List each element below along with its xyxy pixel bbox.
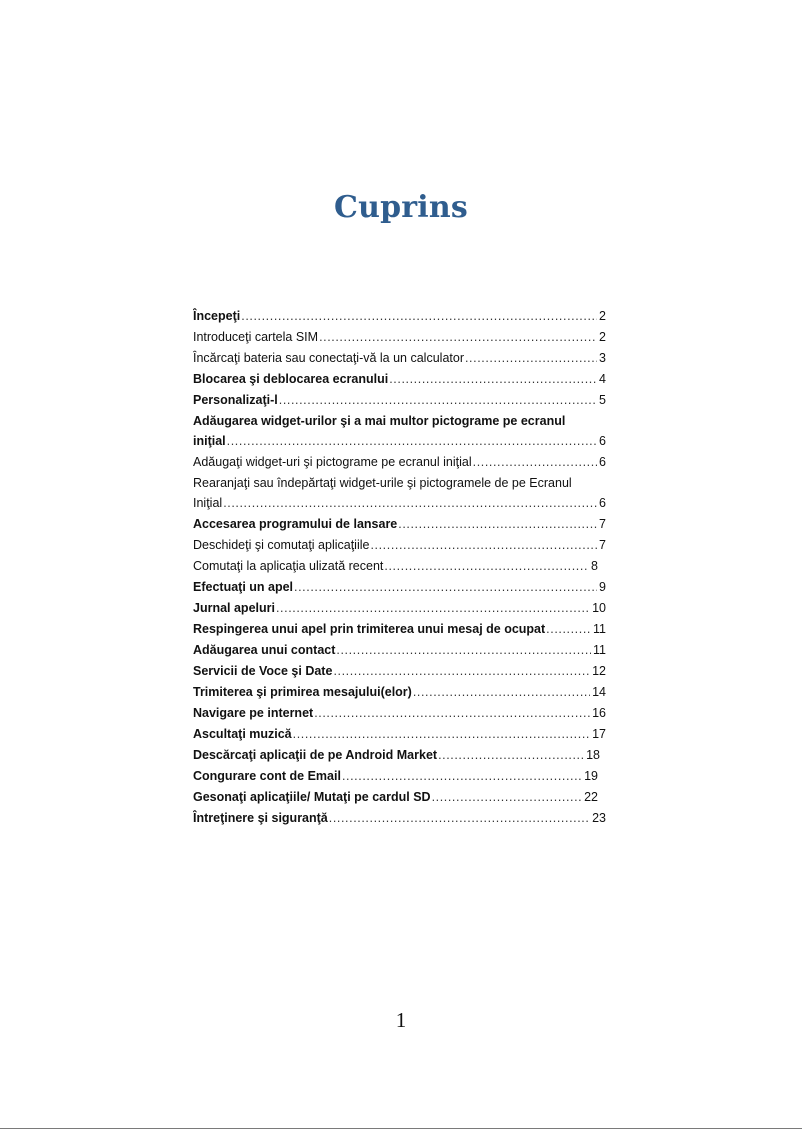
toc-entry-label: iniţial bbox=[193, 434, 226, 448]
toc-entry[interactable] bbox=[193, 327, 606, 348]
toc-entry[interactable] bbox=[193, 787, 598, 808]
toc-entry-page: 6 bbox=[599, 434, 606, 448]
dot-leader bbox=[336, 640, 591, 661]
toc-entry-label: Încărcaţi bateria sau conectaţi-vă la un calculator bbox=[193, 351, 464, 365]
toc-entry-page: 14 bbox=[592, 685, 606, 699]
page-number: 1 bbox=[395, 1008, 407, 1032]
toc-entry-label: Jurnal apeluri bbox=[193, 601, 275, 615]
toc-entry-label-line1: Rearanjaţi sau îndepărtaţi widget-urile şi pictogramele de pe Ecranul bbox=[193, 476, 572, 490]
toc-entry[interactable] bbox=[193, 619, 606, 640]
toc-entry-label: Ascultaţi muzică bbox=[193, 727, 292, 741]
toc-entry-label: Adăugaţi widget-uri şi pictograme pe ecranul iniţial bbox=[193, 455, 472, 469]
page-bottom-divider bbox=[0, 1128, 802, 1129]
toc-entry[interactable] bbox=[193, 577, 606, 598]
toc-entry-label: Introduceţi cartela SIM bbox=[193, 330, 319, 344]
toc-entry-page: 5 bbox=[599, 393, 606, 407]
toc-entry-page: 16 bbox=[592, 706, 606, 720]
dot-leader bbox=[546, 619, 591, 640]
toc-entry[interactable] bbox=[193, 390, 606, 411]
toc-entry-label: Respingerea unui apel prin trimiterea unui mesaj de ocupat bbox=[193, 622, 546, 636]
toc-entry-label: Adăugarea unui contact bbox=[193, 643, 336, 657]
toc-entry-page: 3 bbox=[599, 351, 606, 365]
dot-leader bbox=[432, 787, 583, 808]
toc-entry-page: 2 bbox=[599, 309, 606, 323]
toc-entry-page: 7 bbox=[599, 538, 606, 552]
dot-leader bbox=[241, 306, 597, 327]
toc-entry[interactable] bbox=[193, 598, 606, 619]
toc-entry-page: 18 bbox=[586, 748, 600, 762]
dot-leader bbox=[438, 745, 584, 766]
toc-entry[interactable] bbox=[193, 514, 606, 535]
toc-entry-label: Iniţial bbox=[193, 496, 223, 510]
toc-entry-label: Comutaţi la aplicaţia ulizată recent bbox=[193, 559, 384, 573]
toc-entry[interactable] bbox=[193, 556, 598, 577]
toc-entry-label-line1: Adăugarea widget-urilor şi a mai multor pictograme pe ecranul bbox=[193, 414, 566, 428]
toc-entry-page: 2 bbox=[599, 330, 606, 344]
dot-leader bbox=[342, 766, 582, 787]
toc-entry-page: 6 bbox=[599, 455, 606, 469]
toc-entry-multiline[interactable] bbox=[193, 473, 606, 514]
toc-entry-page: 19 bbox=[584, 769, 598, 783]
toc-entry-page: 22 bbox=[584, 790, 598, 804]
dot-leader bbox=[294, 577, 597, 598]
dot-leader bbox=[465, 348, 597, 369]
toc-entry-label: Congurare cont de Email bbox=[193, 769, 341, 783]
toc-entry-label: Personalizaţi-l bbox=[193, 393, 278, 407]
toc-entry-page: 10 bbox=[592, 601, 606, 615]
toc-entry[interactable] bbox=[193, 535, 606, 556]
toc-entry[interactable] bbox=[193, 745, 600, 766]
toc-entry[interactable] bbox=[193, 682, 606, 703]
toc-entry-page: 17 bbox=[592, 727, 606, 741]
toc-entry-label: Accesarea programului de lansare bbox=[193, 517, 398, 531]
page-title: Cuprins bbox=[334, 190, 468, 225]
toc-entry-page: 23 bbox=[592, 811, 606, 825]
toc-entry-label: Servicii de Voce şi Date bbox=[193, 664, 333, 678]
toc-entry[interactable] bbox=[193, 808, 606, 829]
toc-entry-page: 7 bbox=[599, 517, 606, 531]
toc-entry[interactable] bbox=[193, 766, 598, 787]
dot-leader bbox=[384, 556, 589, 577]
toc-entry-label: Trimiterea şi primirea mesajului(elor) bbox=[193, 685, 412, 699]
toc-entry-multiline[interactable] bbox=[193, 411, 606, 452]
dot-leader bbox=[279, 390, 597, 411]
toc-entry-label: Deschideţi şi comutaţi aplicaţiile bbox=[193, 538, 370, 552]
dot-leader bbox=[223, 493, 597, 514]
toc-entry-page: 11 bbox=[593, 622, 606, 636]
dot-leader bbox=[398, 514, 597, 535]
toc-entry-page: 12 bbox=[592, 664, 606, 678]
toc-entry[interactable] bbox=[193, 724, 606, 745]
dot-leader bbox=[293, 724, 590, 745]
toc-entry[interactable] bbox=[193, 369, 606, 390]
toc-entry-label: Gesonaţi aplicaţiile/ Mutaţi pe cardul SD bbox=[193, 790, 431, 804]
dot-leader bbox=[333, 661, 590, 682]
toc-entry[interactable] bbox=[193, 452, 606, 473]
toc-entry-label: Întreţinere şi siguranţă bbox=[193, 811, 328, 825]
dot-leader bbox=[329, 808, 590, 829]
toc-entry[interactable] bbox=[193, 348, 606, 369]
toc-entry-page: 11 bbox=[593, 643, 606, 657]
toc-entry-page: 4 bbox=[599, 372, 606, 386]
table-of-contents bbox=[193, 306, 606, 829]
toc-entry-page: 8 bbox=[591, 559, 598, 573]
dot-leader bbox=[389, 369, 597, 390]
toc-entry-label: Navigare pe internet bbox=[193, 706, 314, 720]
toc-entry-page: 9 bbox=[599, 580, 606, 594]
dot-leader bbox=[319, 327, 597, 348]
toc-entry-label: Începeţi bbox=[193, 309, 241, 323]
toc-entry[interactable] bbox=[193, 306, 606, 327]
dot-leader bbox=[413, 682, 590, 703]
dot-leader bbox=[276, 598, 590, 619]
dot-leader bbox=[473, 452, 597, 473]
dot-leader bbox=[314, 703, 590, 724]
toc-entry[interactable] bbox=[193, 640, 606, 661]
dot-leader bbox=[227, 431, 597, 452]
toc-entry-label: Descărcaţi aplicaţii de pe Android Market bbox=[193, 748, 438, 762]
toc-entry[interactable] bbox=[193, 661, 606, 682]
toc-entry-label: Blocarea şi deblocarea ecranului bbox=[193, 372, 389, 386]
dot-leader bbox=[370, 535, 597, 556]
toc-entry[interactable] bbox=[193, 703, 606, 724]
toc-entry-page: 6 bbox=[599, 496, 606, 510]
toc-entry-label: Efectuaţi un apel bbox=[193, 580, 294, 594]
